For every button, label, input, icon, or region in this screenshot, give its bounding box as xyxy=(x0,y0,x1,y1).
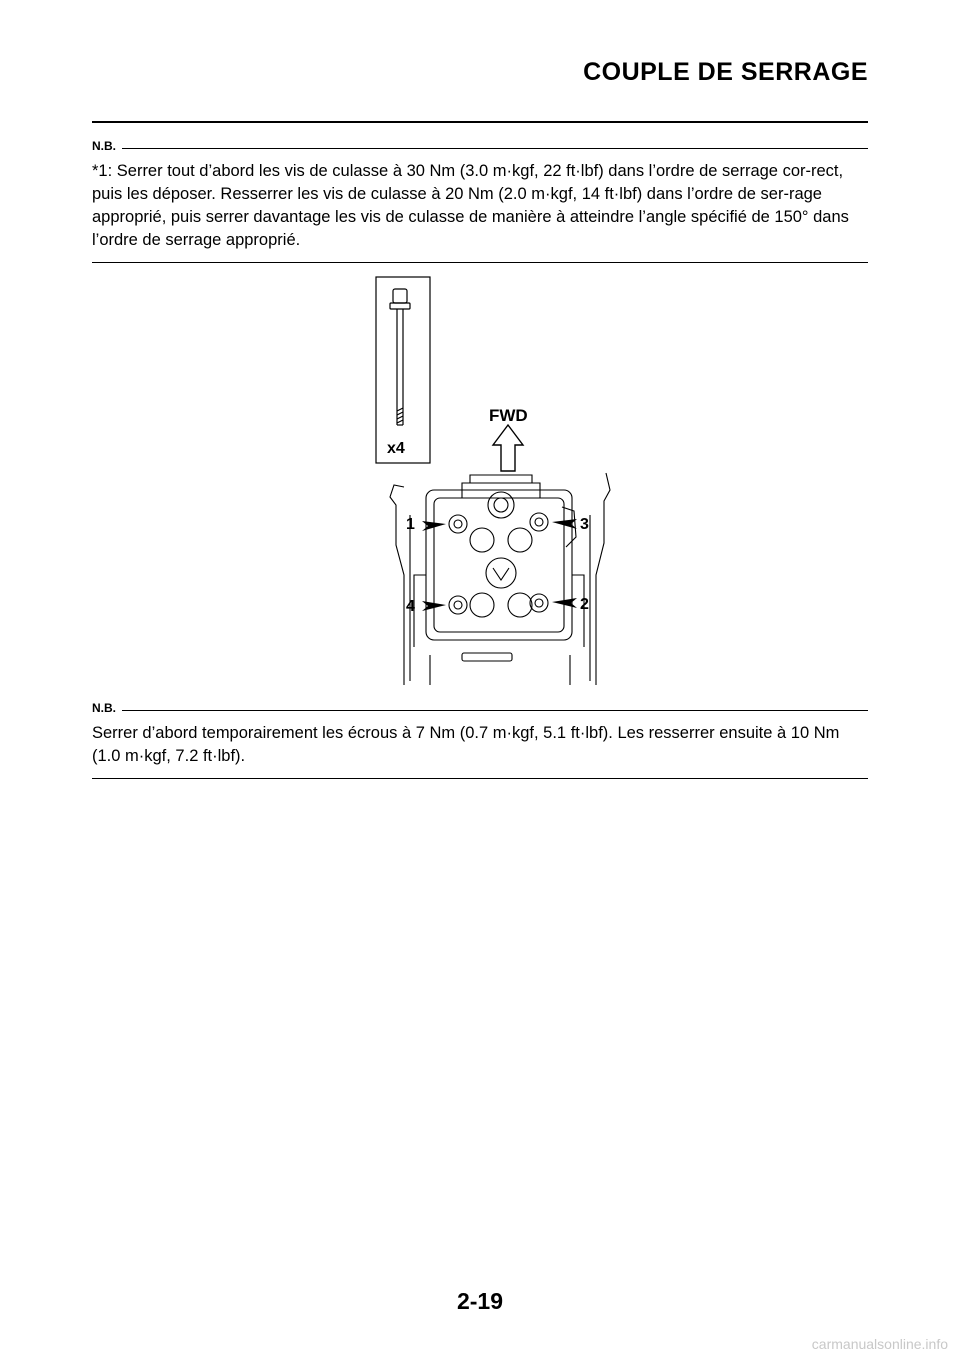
note-label: N.B. xyxy=(92,139,116,153)
note-text: *1: Serrer tout d’abord les vis de culasse à 30 Nm (3.0 m·kgf, 22 ft·lbf) dans l’ordre de serrage cor-rect, puis les déposer. Resserrer les vis de culasse à 20 Nm (2.0 m·kgf, 14 ft·lbf) dans l’ordre de ser-rage approprié, puis serrer davantage les vis de culasse de manière à atteindre l’angle spécifié de 150° dans l’ordre de serrage approprié. xyxy=(92,162,849,249)
page-number: 2-19 xyxy=(456,1288,504,1314)
note-header-line xyxy=(122,148,868,149)
svg-text:3: 3 xyxy=(580,516,589,533)
note-header xyxy=(92,136,868,152)
cylinder-bolt-icon xyxy=(390,289,410,425)
watermark: carmanualsonline.info xyxy=(811,1336,948,1352)
note-label: N.B. xyxy=(92,701,116,715)
note-block-1 xyxy=(92,136,868,263)
note-text: Serrer d’abord temporairement les écrous à 7 Nm (0.7 m·kgf, 5.1 ft·lbf). Les resserrer ensuite à 10 Nm (1.0 m·kgf, 7.2 ft·lbf). xyxy=(92,724,840,765)
note-block-2 xyxy=(92,698,868,779)
page-title: COUPLE DE SERRAGE xyxy=(583,58,868,86)
svg-text:1: 1 xyxy=(406,516,415,533)
bolt-quantity-label: x4 xyxy=(387,440,405,457)
cylinder-head-figure xyxy=(370,275,630,687)
svg-text:2: 2 xyxy=(580,596,589,613)
callout-3 xyxy=(552,516,589,533)
note-bottom-rule xyxy=(92,262,868,263)
forward-direction-label: FWD xyxy=(489,406,528,425)
cylinder-head-diagram xyxy=(370,275,630,687)
note-header-line xyxy=(122,710,868,711)
cylinder-head-icon xyxy=(390,473,610,685)
forward-arrow-icon xyxy=(493,425,523,471)
note-bottom-rule xyxy=(92,778,868,779)
note-header xyxy=(92,698,868,714)
header-rule xyxy=(92,121,868,123)
callout-2 xyxy=(552,596,589,613)
svg-text:4: 4 xyxy=(406,598,415,615)
